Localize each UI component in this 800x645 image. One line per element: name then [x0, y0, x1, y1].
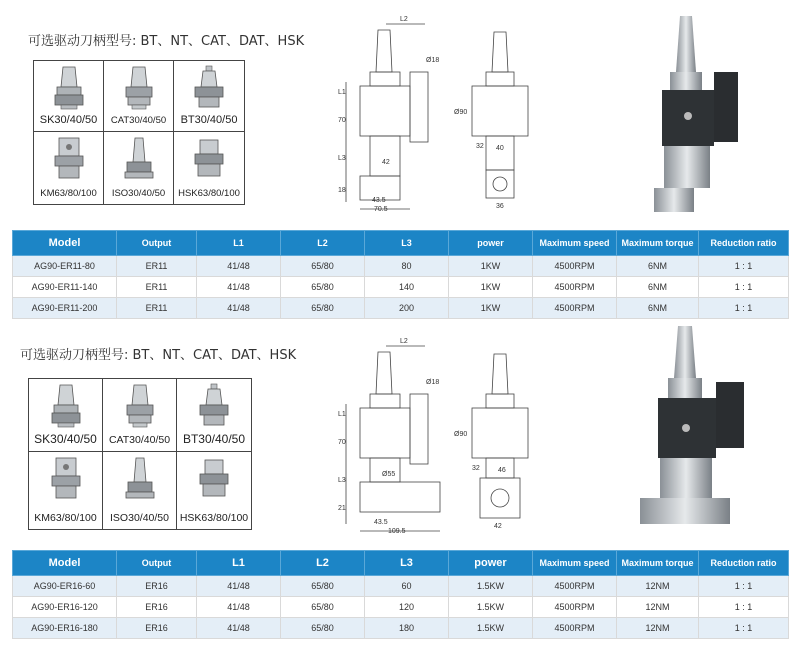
col-power: power — [449, 231, 533, 256]
shank-cell-km — [29, 452, 103, 529]
col-max-speed: Maximum speed — [533, 231, 617, 256]
cell-l1: 41/48 — [197, 256, 281, 277]
cell-ratio: 1 : 1 — [699, 618, 789, 639]
cell-l2: 65/80 — [281, 256, 365, 277]
shank-label-sk: SK30/40/50 — [34, 432, 97, 446]
product-section-er16 — [0, 322, 800, 645]
shank-label-sk: SK30/40/50 — [39, 114, 98, 126]
shank-cell-cat — [104, 61, 174, 132]
col-power: power — [449, 551, 533, 576]
shank-label-cat: CAT30/40/50 — [110, 115, 167, 126]
shank-cell-bt — [177, 379, 251, 452]
dim-d90: Ø90 — [454, 109, 468, 116]
dim-d18: Ø18 — [426, 379, 440, 386]
table-row — [13, 256, 789, 277]
cell-l3: 120 — [365, 597, 449, 618]
cat-shank-icon — [120, 383, 160, 429]
shank-label-cat: CAT30/40/50 — [108, 434, 171, 446]
shank-cell-hsk — [177, 452, 251, 529]
shank-label-bt: BT30/40/50 — [180, 114, 238, 126]
cell-output: ER16 — [117, 576, 197, 597]
col-output: Output — [117, 231, 197, 256]
km-shank-icon — [49, 136, 89, 182]
shank-label-km: KM63/80/100 — [40, 188, 97, 199]
cell-power: 1KW — [449, 256, 533, 277]
shank-cell-bt — [174, 61, 244, 132]
cell-l1: 41/48 — [197, 597, 281, 618]
shank-cell-km — [34, 132, 104, 204]
shank-label-bt: BT30/40/50 — [182, 432, 246, 446]
cell-l1: 41/48 — [197, 576, 281, 597]
cell-model: AG90-ER11-140 — [13, 277, 117, 298]
dim-32: 32 — [472, 465, 480, 472]
cell-torque: 6NM — [617, 298, 699, 319]
iso-shank-icon — [119, 136, 159, 182]
col-l3: L3 — [365, 231, 449, 256]
front-view-drawing — [450, 352, 550, 532]
shank-options-heading: 可选驱动刀柄型号: BT、NT、CAT、DAT、HSK — [20, 348, 297, 363]
sk-shank-icon — [49, 65, 89, 111]
table-row — [13, 618, 789, 639]
front-view-drawing — [450, 30, 550, 210]
shank-type-grid — [28, 378, 252, 530]
dim-d18: Ø18 — [426, 57, 440, 64]
cell-l3: 140 — [365, 277, 449, 298]
col-l2: L2 — [281, 231, 365, 256]
col-l1: L1 — [197, 231, 281, 256]
cell-ratio: 1 : 1 — [699, 256, 789, 277]
col-model: Model — [13, 231, 117, 256]
dim-l2: L2 — [400, 338, 408, 345]
cell-speed: 4500RPM — [533, 256, 617, 277]
cell-model: AG90-ER16-120 — [13, 597, 117, 618]
spec-table-er16 — [12, 550, 789, 639]
col-output: Output — [117, 551, 197, 576]
cell-l3: 200 — [365, 298, 449, 319]
cell-output: ER11 — [117, 298, 197, 319]
cell-torque: 6NM — [617, 256, 699, 277]
cell-speed: 4500RPM — [533, 576, 617, 597]
dim-d55: Ø55 — [382, 471, 396, 478]
cell-l3: 60 — [365, 576, 449, 597]
shank-label-hsk: HSK63/80/100 — [179, 512, 249, 524]
col-reduction-ratio: Reduction ratio — [699, 551, 789, 576]
cell-output: ER16 — [117, 597, 197, 618]
km-shank-icon — [46, 456, 86, 502]
dim-l3: L3 — [338, 155, 346, 162]
table-row — [13, 597, 789, 618]
cell-speed: 4500RPM — [533, 618, 617, 639]
cell-speed: 4500RPM — [533, 597, 617, 618]
shank-cell-sk — [29, 379, 103, 452]
cell-l3: 180 — [365, 618, 449, 639]
hsk-shank-icon — [189, 136, 229, 182]
cell-speed: 4500RPM — [533, 277, 617, 298]
cell-model: AG90-ER11-80 — [13, 256, 117, 277]
dim-l3: L3 — [338, 477, 346, 484]
col-l3: L3 — [365, 551, 449, 576]
cell-ratio: 1 : 1 — [699, 597, 789, 618]
iso-shank-icon — [120, 456, 160, 502]
cell-l1: 41/48 — [197, 298, 281, 319]
cell-ratio: 1 : 1 — [699, 576, 789, 597]
dim-d90: Ø90 — [454, 431, 468, 438]
product-photo-er16 — [630, 322, 760, 532]
shank-cell-cat — [103, 379, 177, 452]
sk-shank-icon — [46, 383, 86, 429]
hsk-shank-icon — [194, 456, 234, 502]
bt-shank-icon — [194, 383, 234, 429]
shank-label-km: KM63/80/100 — [34, 512, 97, 524]
cell-power: 1KW — [449, 277, 533, 298]
dim-32: 32 — [476, 143, 484, 150]
cell-power: 1.5KW — [449, 597, 533, 618]
cell-l2: 65/80 — [281, 277, 365, 298]
col-l2: L2 — [281, 551, 365, 576]
dim-40: 40 — [496, 145, 504, 152]
dim-l2: L2 — [400, 16, 408, 23]
cell-torque: 12NM — [617, 597, 699, 618]
product-photo-er11 — [640, 12, 750, 217]
dim-43-5: 43.5 — [374, 519, 388, 526]
cell-ratio: 1 : 1 — [699, 277, 789, 298]
dim-70-5: 70.5 — [374, 206, 388, 212]
table-header-row — [13, 551, 789, 576]
cell-power: 1.5KW — [449, 618, 533, 639]
shank-label-iso: ISO30/40/50 — [110, 512, 169, 524]
cell-speed: 4500RPM — [533, 298, 617, 319]
dim-l1: L1 — [338, 89, 346, 96]
shank-label-hsk: HSK63/80/100 — [178, 188, 240, 199]
dim-42: 42 — [494, 523, 502, 530]
table-header-row — [13, 231, 789, 256]
cell-l1: 41/48 — [197, 618, 281, 639]
bt-shank-icon — [189, 65, 229, 111]
cell-torque: 6NM — [617, 277, 699, 298]
cell-l2: 65/80 — [281, 576, 365, 597]
table-row — [13, 298, 789, 319]
cell-power: 1.5KW — [449, 576, 533, 597]
dim-36: 36 — [496, 203, 504, 210]
table-row — [13, 277, 789, 298]
cell-model: AG90-ER11-200 — [13, 298, 117, 319]
shank-type-grid — [33, 60, 245, 205]
cell-l1: 41/48 — [197, 277, 281, 298]
col-max-speed: Maximum speed — [533, 551, 617, 576]
col-reduction-ratio: Reduction ratio — [699, 231, 789, 256]
dim-46: 46 — [498, 467, 506, 474]
col-max-torque: Maximum torque — [617, 551, 699, 576]
side-view-drawing — [330, 12, 450, 212]
cell-power: 1KW — [449, 298, 533, 319]
dim-70: 70 — [338, 439, 346, 446]
shank-cell-hsk — [174, 132, 244, 204]
cell-l2: 65/80 — [281, 597, 365, 618]
product-section-er11 — [0, 0, 800, 322]
col-l1: L1 — [197, 551, 281, 576]
dim-18: 18 — [338, 187, 346, 194]
shank-cell-iso — [103, 452, 177, 529]
side-view-drawing — [330, 334, 450, 534]
cell-torque: 12NM — [617, 576, 699, 597]
cell-output: ER11 — [117, 256, 197, 277]
cell-model: AG90-ER16-180 — [13, 618, 117, 639]
dim-109-5: 109.5 — [388, 528, 406, 534]
shank-label-iso: ISO30/40/50 — [111, 188, 166, 199]
dim-21: 21 — [338, 505, 346, 512]
dim-43-5: 43.5 — [372, 197, 386, 204]
col-max-torque: Maximum torque — [617, 231, 699, 256]
col-model: Model — [13, 551, 117, 576]
cell-l2: 65/80 — [281, 298, 365, 319]
cat-shank-icon — [119, 65, 159, 111]
cell-model: AG90-ER16-60 — [13, 576, 117, 597]
cell-ratio: 1 : 1 — [699, 298, 789, 319]
cell-l3: 80 — [365, 256, 449, 277]
cell-output: ER16 — [117, 618, 197, 639]
spec-table-er11 — [12, 230, 789, 319]
cell-output: ER11 — [117, 277, 197, 298]
dim-42: 42 — [382, 159, 390, 166]
cell-l2: 65/80 — [281, 618, 365, 639]
dim-70: 70 — [338, 117, 346, 124]
shank-options-heading: 可选驱动刀柄型号: BT、NT、CAT、DAT、HSK — [28, 34, 305, 49]
dim-l1: L1 — [338, 411, 346, 418]
shank-cell-iso — [104, 132, 174, 204]
cell-torque: 12NM — [617, 618, 699, 639]
shank-cell-sk — [34, 61, 104, 132]
table-row — [13, 576, 789, 597]
